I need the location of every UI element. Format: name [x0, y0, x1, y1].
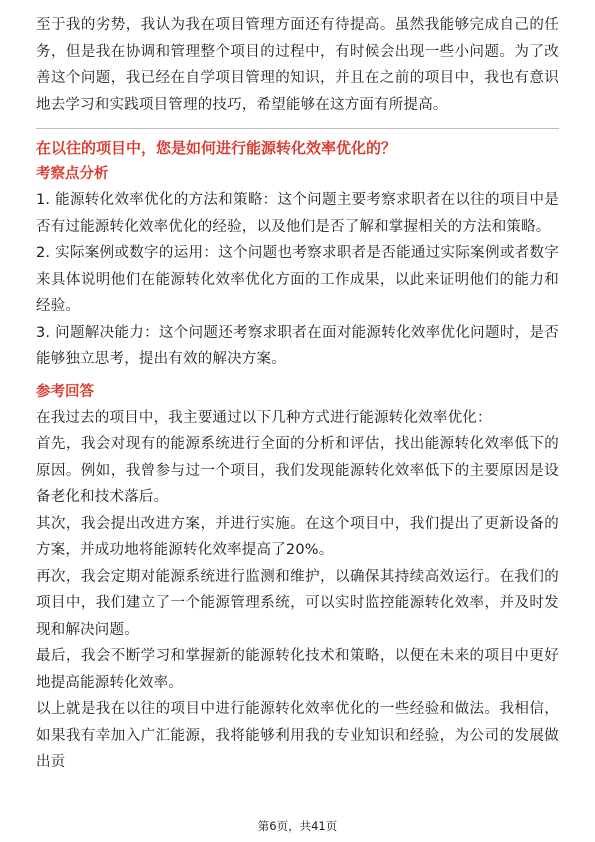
- answer-paragraph-2: 首先，我会对现有的能源系统进行全面的分析和评估，找出能源转化效率低下的原因。例如，我曾参与过一个项目，我们发现能源转化效率低下的主要原因是设备老化和技术落后。: [36, 436, 559, 505]
- intro-paragraph: 至于我的劣势，我认为我在项目管理方面还有待提高。虽然我能够完成自己的任务，但是我在协调和管理整个项目的过程中，有时候会出现一些小问题。为了改善这个问题，我已经在自学项目管理的知识，并且在之前的项目中，我也有意识地去学习和实践项目管理的技巧，希望能够在这方面有所提高。: [36, 17, 559, 113]
- section-divider: [36, 128, 559, 129]
- question-heading: 在以往的项目中，您是如何进行能源转化效率优化的？: [36, 139, 397, 157]
- analysis-point-3: 3. 问题解决能力：这个问题还考察求职者在面对能源转化效率优化问题时，是否能够独立思考，提出有效的解决方案。: [36, 324, 559, 367]
- page-number: 第6页，共41页: [257, 819, 338, 833]
- answer-paragraph-1: 在我过去的项目中，我主要通过以下几种方式进行能源转化效率优化：: [36, 409, 492, 426]
- analysis-point-1: 1. 能源转化效率优化的方法和策略：这个问题主要考察求职者在以往的项目中是否有过能源转化效率优化的经验，以及他们是否了解和掌握相关的方法和策略。: [36, 192, 559, 235]
- analysis-point-2: 2. 实际案例或数字的运用：这个问题也考察求职者是否能通过实际案例或者数字来具体说明他们在能源转化效率优化方面的工作成果，以此来证明他们的能力和经验。: [36, 245, 559, 314]
- answer-paragraph-6: 以上就是我在以往的项目中进行能源转化效率优化的一些经验和做法。我相信，如果我有幸加入广汇能源，我将能够利用我的专业知识和经验，为公司的发展做出贡: [36, 701, 559, 770]
- answer-paragraph-4: 再次，我会定期对能源系统进行监测和维护，以确保其持续高效运行。在我们的项目中，我们建立了一个能源管理系统，可以实时监控能源转化效率，并及时发现和解决问题。: [36, 568, 559, 638]
- answer-title: 参考回答: [36, 383, 94, 400]
- answer-paragraph-3: 其次，我会提出改进方案，并进行实施。在这个项目中，我们提出了更新设备的方案，并成功地将能源转化效率提高了20%。: [36, 515, 559, 558]
- page-content: [36, 12, 559, 776]
- analysis-title: 考察点分析: [36, 166, 109, 182]
- answer-paragraph-5: 最后，我会不断学习和掌握新的能源转化技术和策略，以便在未来的项目中更好地提高能源转化效率。: [36, 648, 559, 691]
